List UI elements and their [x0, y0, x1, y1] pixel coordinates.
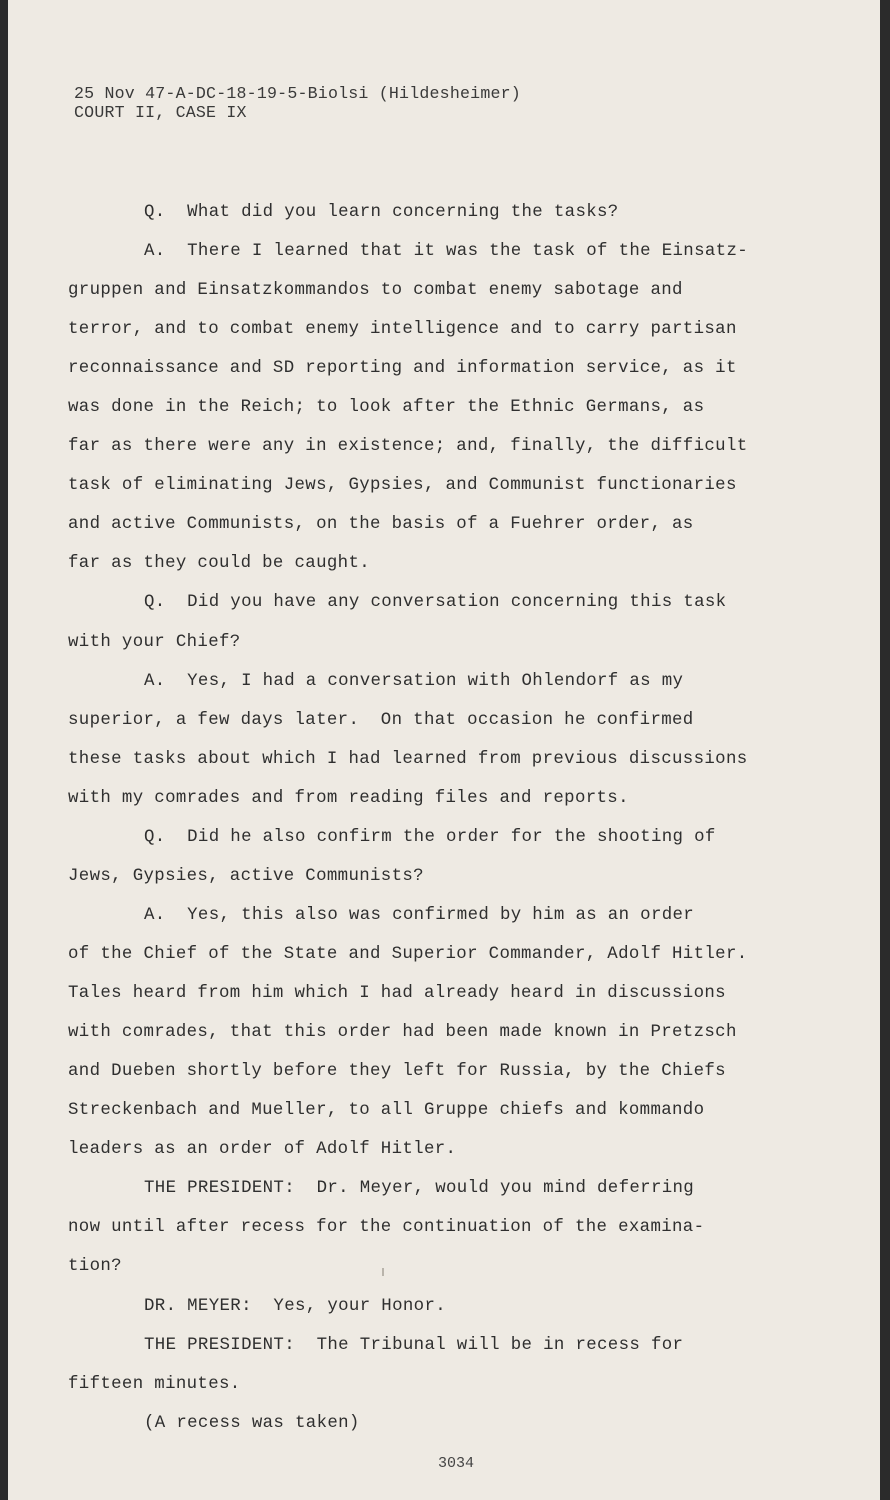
transcript-line: far as they could be caught.: [68, 554, 371, 573]
transcript-line: A. There I learned that it was the task of the Einsatz-: [144, 242, 749, 261]
transcript-line: was done in the Reich; to look after the Ethnic Germans, as: [68, 398, 705, 417]
transcript-line: THE PRESIDENT: Dr. Meyer, would you mind deferring: [144, 1179, 695, 1198]
stray-mark: [382, 1268, 384, 1276]
transcript-line: Q. Did he also confirm the order for the shooting of: [144, 828, 716, 847]
transcript-line: Q. Did you have any conversation concerning this task: [144, 593, 727, 612]
transcript-line: task of eliminating Jews, Gypsies, and Communist functionaries: [68, 476, 737, 495]
transcript-line: reconnaissance and SD reporting and information service, as it: [68, 359, 737, 378]
transcript-line: with comrades, that this order had been made known in Pretzsch: [68, 1023, 737, 1042]
transcript-line: (A recess was taken): [144, 1414, 360, 1433]
transcript-line: and active Communists, on the basis of a Fuehrer order, as: [68, 515, 694, 534]
document-page: [8, 0, 880, 1500]
header-court-case: COURT II, CASE IX: [74, 103, 247, 122]
transcript-line: fifteen minutes.: [68, 1375, 241, 1394]
transcript-line: Q. What did you learn concerning the tasks?: [144, 203, 619, 222]
transcript-line: with your Chief?: [68, 633, 241, 652]
transcript-line: these tasks about which I had learned from previous discussions: [68, 750, 748, 769]
header-case-reference: 25 Nov 47-A-DC-18-19-5-Biolsi (Hildesheimer): [74, 84, 521, 103]
transcript-line: terror, and to combat enemy intelligence and to carry partisan: [68, 320, 737, 339]
transcript-line: Streckenbach and Mueller, to all Gruppe chiefs and kommando: [68, 1101, 705, 1120]
transcript-line: A. Yes, this also was confirmed by him as an order: [144, 906, 695, 925]
page-number: 3034: [438, 1455, 475, 1472]
transcript-line: A. Yes, I had a conversation with Ohlendorf as my: [144, 672, 684, 691]
transcript-line: THE PRESIDENT: The Tribunal will be in recess for: [144, 1336, 684, 1355]
transcript-line: far as there were any in existence; and, finally, the difficult: [68, 437, 748, 456]
transcript-line: now until after recess for the continuation of the examina-: [68, 1218, 705, 1237]
transcript-line: with my comrades and from reading files and reports.: [68, 789, 629, 808]
document-header: [74, 84, 521, 122]
transcript-line: superior, a few days later. On that occasion he confirmed: [68, 711, 694, 730]
transcript-line: tion?: [68, 1257, 122, 1276]
transcript-line: gruppen and Einsatzkommandos to combat enemy sabotage and: [68, 281, 683, 300]
transcript-line: of the Chief of the State and Superior Commander, Adolf Hitler.: [68, 945, 748, 964]
transcript-line: leaders as an order of Adolf Hitler.: [68, 1140, 457, 1159]
transcript-line: DR. MEYER: Yes, your Honor.: [144, 1297, 447, 1316]
transcript-line: and Dueben shortly before they left for Russia, by the Chiefs: [68, 1062, 726, 1081]
transcript-line: Tales heard from him which I had already heard in discussions: [68, 984, 726, 1003]
transcript-line: Jews, Gypsies, active Communists?: [68, 867, 424, 886]
